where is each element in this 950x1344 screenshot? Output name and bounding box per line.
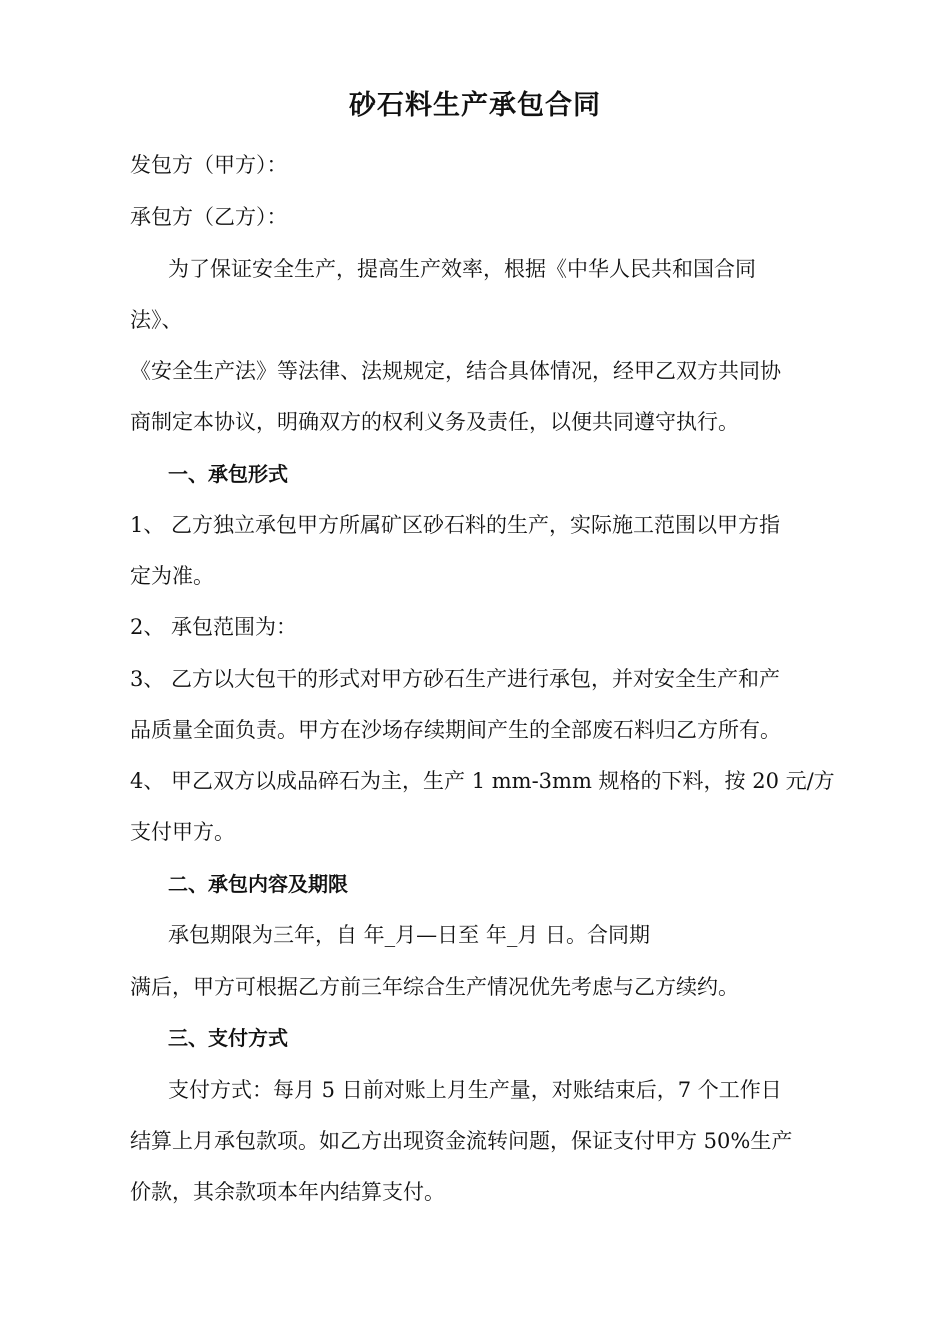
section-3-line: 结算上月承包款项。如乙方出现资金流转问题，保证支付甲方 50%生产 <box>130 1129 793 1153</box>
section-1-line: 3、 乙方以大包干的形式对甲方砂石生产进行承包，并对安全生产和产 <box>130 667 781 691</box>
section-1-line: 1、 乙方独立承包甲方所属矿区砂石料的生产，实际施工范围以甲方指 <box>130 513 781 537</box>
section-1-line: 4、 甲乙双方以成品碎石为主，生产 1 mm-3mm 规格的下料，按 20 元/方 <box>130 769 835 793</box>
section-2-line: 满后，甲方可根据乙方前三年综合生产情况优先考虑与乙方续约。 <box>130 975 739 999</box>
preamble-line: 商制定本协议，明确双方的权利义务及责任，以便共同遵守执行。 <box>130 410 739 434</box>
preamble-line: 为了保证安全生产，提高生产效率，根据《中华人民共和国合同 <box>168 257 756 281</box>
section-1-line: 品质量全面负责。甲方在沙场存续期间产生的全部废石料归乙方所有。 <box>130 718 781 742</box>
section-3-heading: 三、支付方式 <box>168 1026 288 1050</box>
section-2-line: 承包期限为三年，自 年_月—日至 年_月 日。合同期 <box>168 923 651 947</box>
section-3-line: 价款，其余款项本年内结算支付。 <box>130 1180 445 1204</box>
preamble-line: 法》、 <box>130 308 183 332</box>
section-1-line: 2、 承包范围为： <box>130 615 298 639</box>
document-title: 砂石料生产承包合同 <box>349 90 601 121</box>
party-b-line: 承包方（乙方）： <box>130 205 288 229</box>
party-a-line: 发包方（甲方）： <box>130 153 288 177</box>
section-2-heading: 二、承包内容及期限 <box>168 872 348 896</box>
section-1-line: 支付甲方。 <box>130 820 235 844</box>
section-1-heading: 一、承包形式 <box>168 462 288 486</box>
section-3-line: 支付方式：每月 5 日前对账上月生产量，对账结束后，7 个工作日 <box>168 1078 782 1102</box>
section-1-line: 定为准。 <box>130 564 214 588</box>
preamble-line: 《安全生产法》等法律、法规规定，结合具体情况，经甲乙双方共同协 <box>130 359 781 383</box>
